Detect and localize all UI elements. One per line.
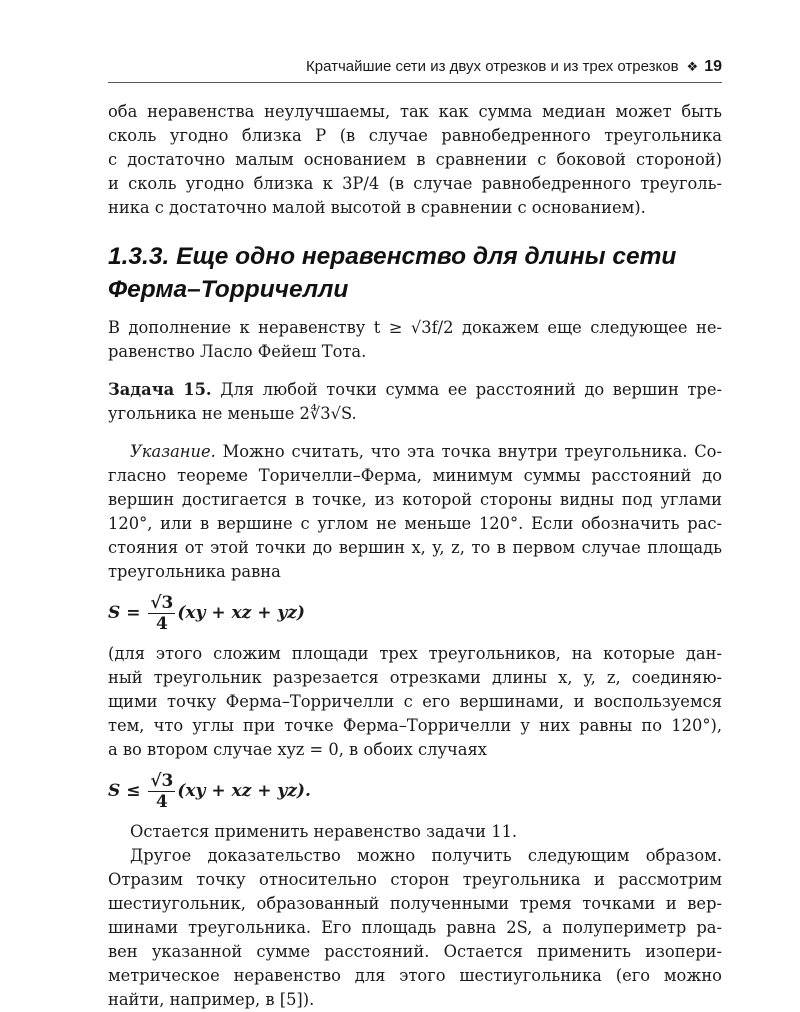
hint-line: стояния от этой точки до вершин x, y, z, то в первом случае площадь bbox=[108, 538, 722, 557]
paragraph-1 bbox=[108, 100, 722, 220]
problem-15 bbox=[108, 378, 722, 426]
hint-line: вершин достигается в точке, из которой стороны видны под углами bbox=[108, 490, 722, 509]
hint-text: Можно считать, что эта точка внутри треугольника. Со- bbox=[222, 442, 722, 461]
text-line: найти, например, в [5]). bbox=[108, 990, 315, 1009]
problem-line: угольника не меньше 2∜3√S. bbox=[108, 404, 357, 423]
hint-label: Указание. bbox=[130, 442, 216, 461]
fraction-numerator: √3 bbox=[150, 592, 174, 613]
text-line: равенство Ласло Фейеш Тота. bbox=[108, 342, 367, 361]
formula-fraction bbox=[148, 771, 175, 812]
text-line: с достаточно малым основанием в сравнении с боковой стороной) bbox=[108, 150, 722, 169]
hint-line bbox=[108, 440, 722, 464]
text-line: В дополнение к неравенству t ≥ √3f/2 докажем еще следующее не- bbox=[108, 318, 722, 337]
hint-line: треугольника равна bbox=[108, 562, 281, 581]
problem-label: Задача 15. bbox=[108, 380, 212, 399]
running-title: Кратчайшие сети из двух отрезков и из трех отрезков bbox=[306, 58, 679, 75]
text-line: (для этого сложим площади трех треугольников, на которые дан- bbox=[108, 644, 722, 663]
problem-line bbox=[108, 378, 722, 402]
text-line: сколь угодно близка P (в случае равнобедренного треугольника bbox=[108, 126, 722, 145]
page-number: 19 bbox=[704, 58, 722, 75]
text-line: щими точку Ферма–Торричелли с его вершинами, и воспользуемся bbox=[108, 692, 722, 711]
text-line: ника с достаточно малой высотой в сравнении с основанием). bbox=[108, 198, 646, 217]
text-line: а во втором случае xyz = 0, в обоих случаях bbox=[108, 740, 487, 759]
page-body bbox=[108, 100, 722, 1012]
formula-rhs: (xy + xz + yz). bbox=[177, 781, 311, 801]
hint-line: гласно теореме Торичелли–Ферма, минимум суммы расстояний до bbox=[108, 466, 722, 485]
formula-fraction bbox=[148, 593, 175, 634]
hint-paragraph bbox=[108, 440, 722, 584]
text-line: тем, что углы при точке Ферма–Торричелли у них равны по 120°), bbox=[108, 716, 722, 735]
paragraph-2 bbox=[108, 316, 722, 364]
header-rule bbox=[108, 82, 722, 83]
text-line: ный треугольник разрезается отрезками длины x, y, z, соединяю- bbox=[108, 668, 722, 687]
text-line: шестиугольник, образованный полученными тремя точками и вер- bbox=[108, 894, 722, 913]
paragraph-3 bbox=[108, 642, 722, 762]
text-line: метрическое неравенство для этого шестиугольника (его можно bbox=[108, 966, 722, 985]
section-heading-line: Ферма–Торричелли bbox=[108, 276, 349, 303]
formula-lhs: S = bbox=[108, 603, 141, 623]
hint-line: 120°, или в вершине с углом не меньше 120°. Если обозначить рас- bbox=[108, 514, 722, 533]
text-line: Другое доказательство можно получить следующим образом. bbox=[130, 846, 722, 865]
text-line: Остается применить неравенство задачи 11. bbox=[130, 822, 518, 841]
section-heading-line: 1.3.3. Еще одно неравенство для длины сети bbox=[108, 243, 677, 270]
fraction-numerator: √3 bbox=[150, 770, 174, 791]
formula-area bbox=[108, 588, 722, 638]
formula-lhs: S ≤ bbox=[108, 781, 141, 801]
problem-text: Для любой точки сумма ее расстояний до вершин тре- bbox=[220, 380, 722, 399]
text-line: и сколь угодно близка к 3P/4 (в случае равнобедренного треуголь- bbox=[108, 174, 722, 193]
text-line: шинами треугольника. Его площадь равна 2S, а полупериметр ра- bbox=[108, 918, 722, 937]
paragraph-4 bbox=[108, 820, 722, 844]
running-header bbox=[108, 58, 722, 80]
diamond-ornament-icon: ❖ bbox=[686, 59, 699, 74]
text-line: оба неравенства неулучшаемы, так как сумма медиан может быть bbox=[108, 102, 722, 121]
section-heading bbox=[108, 240, 722, 306]
paragraph-5 bbox=[108, 844, 722, 1012]
fraction-denominator: 4 bbox=[155, 791, 168, 812]
text-line: Отразим точку относительно сторон треугольника и рассмотрим bbox=[108, 870, 722, 889]
formula-rhs: (xy + xz + yz) bbox=[177, 603, 305, 623]
fraction-denominator: 4 bbox=[155, 613, 168, 634]
text-line: вен указанной сумме расстояний. Остается применить изопери- bbox=[108, 942, 722, 961]
formula-area-inequality bbox=[108, 766, 722, 816]
